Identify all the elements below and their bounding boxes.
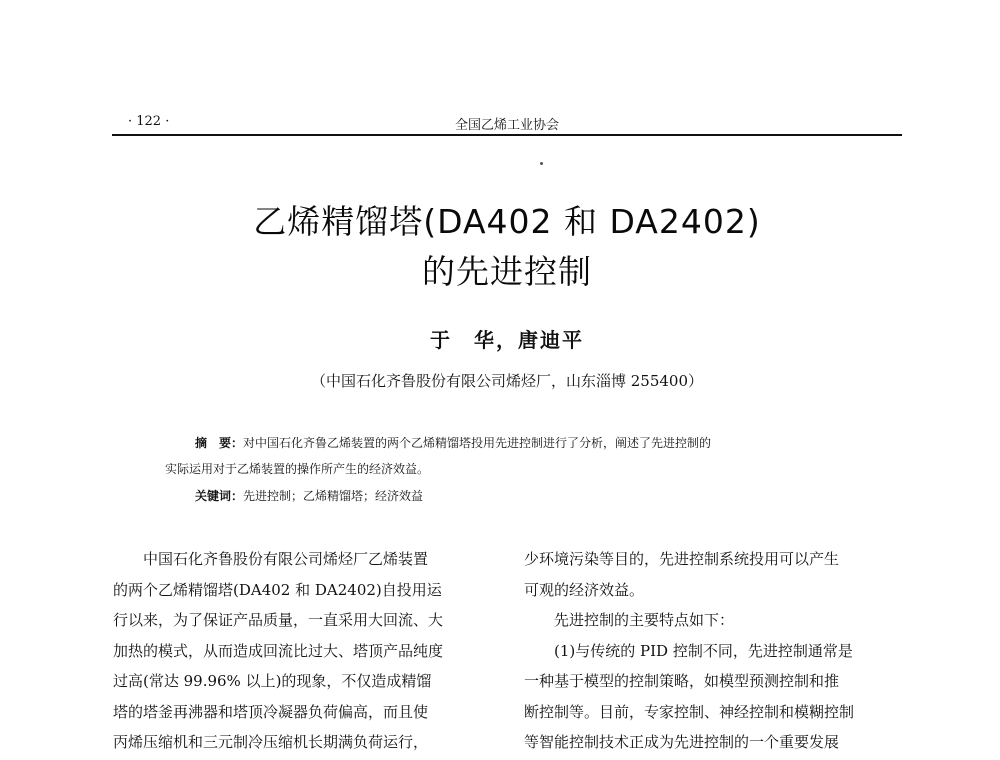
body-column-right (524, 544, 902, 758)
body-line: 行以来，为了保证产品质量，一直采用大回流、大 (113, 611, 444, 629)
abstract-label: 摘 要： (195, 436, 244, 450)
title-line-2: 的先进控制 (422, 252, 592, 291)
body-line: (1)与传统的 PID 控制不同，先进控制通常是 (554, 641, 853, 660)
body-column-left (113, 544, 491, 758)
affiliation: （中国石化齐鲁股份有限公司烯烃厂，山东淄博 255400） (310, 372, 704, 390)
keywords (195, 486, 865, 506)
title-line-1: 乙烯精馏塔(DA402 和 DA2402) (253, 202, 761, 241)
page-header (112, 112, 902, 136)
body-line: 可观的经济效益。 (524, 580, 645, 599)
body-line: 塔的塔釜再沸器和塔顶冷凝器负荷偏高，而且使 (113, 702, 429, 721)
body-line: 丙烯压缩机和三元制冷压缩机长期满负荷运行， (113, 733, 429, 751)
abstract-line-1: 对中国石化齐鲁乙烯装置的两个乙烯精馏塔投用先进控制进行了分析，阐述了先进控制的 (243, 436, 712, 450)
body-line: 断控制等。目前，专家控制、神经控制和模糊控制 (524, 702, 855, 721)
body-line: 先进控制的主要特点如下： (554, 611, 735, 629)
running-head: 全国乙烯工业协会 (454, 118, 559, 133)
print-speck (540, 162, 543, 165)
body-line: 少环境污染等目的，先进控制系统投用可以产生 (524, 550, 840, 568)
body-line: 的两个乙烯精馏塔(DA402 和 DA2402)自投用运 (113, 580, 442, 599)
abstract-line-2: 实际运用对于乙烯装置的操作所产生的经济效益。 (165, 462, 430, 476)
body-line: 过高(常达 99.96% 以上)的现象，不仅造成精馏 (113, 672, 432, 690)
body-line: 一种基于模型的控制策略，如模型预测控制和推 (524, 672, 840, 690)
page-number: · 122 · (128, 114, 170, 129)
body-line: 等智能控制技术正成为先进控制的一个重要发展 (524, 733, 840, 751)
keywords-text: 先进控制；乙烯精馏塔；经济效益 (243, 489, 424, 503)
body-line: 中国石化齐鲁股份有限公司烯烃厂乙烯装置 (143, 550, 429, 568)
authors: 于 华，唐迪平 (430, 328, 584, 352)
abstract (165, 430, 865, 482)
keywords-label: 关键词： (195, 489, 244, 503)
body-line: 加热的模式，从而造成回流比过大、塔顶产品纯度 (113, 641, 444, 660)
